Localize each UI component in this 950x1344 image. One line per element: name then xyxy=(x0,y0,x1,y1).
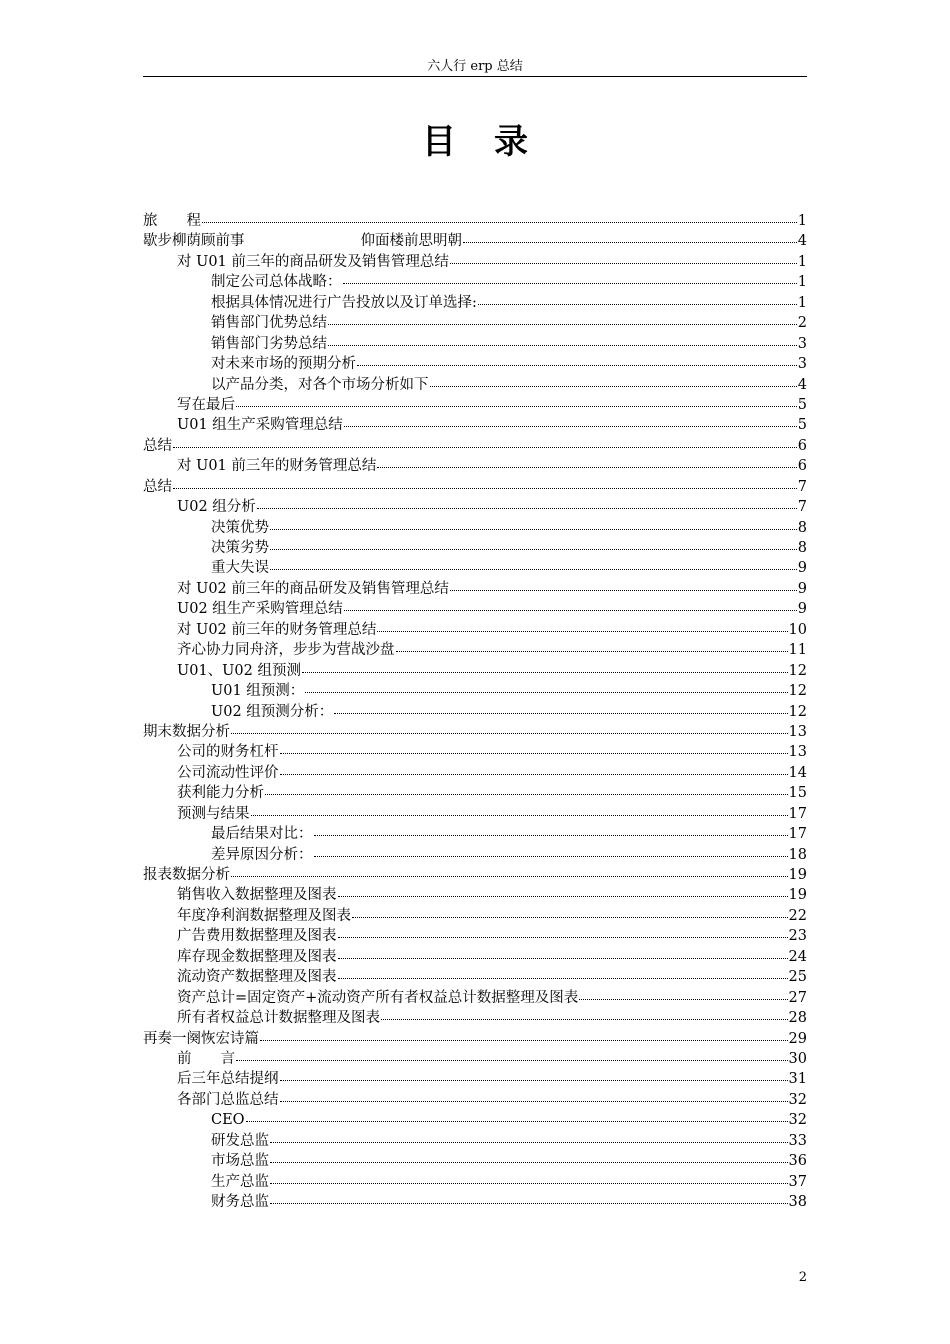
toc-entry-page: 17 xyxy=(788,826,807,843)
toc-dot-leader xyxy=(352,917,788,918)
toc-entry-page: 13 xyxy=(788,744,807,761)
toc-dot-leader xyxy=(463,242,797,243)
toc-entry-label: CEO xyxy=(211,1112,245,1129)
toc-dot-leader xyxy=(280,753,788,754)
toc-entry-label: 对 U02 前三年的商品研发及销售管理总结 xyxy=(177,580,449,597)
toc-entry-page: 9 xyxy=(797,580,807,597)
toc-dot-leader xyxy=(338,896,788,897)
toc-entry-label: 销售收入数据整理及图表 xyxy=(177,887,337,904)
toc-dot-leader xyxy=(280,1101,788,1102)
toc-entry-label: 对未来市场的预期分析 xyxy=(211,356,356,373)
toc-entry[interactable] xyxy=(143,1151,807,1171)
toc-entry-page: 7 xyxy=(797,478,807,495)
toc-entry-label: 写在最后 xyxy=(177,396,235,413)
toc-dot-leader xyxy=(231,876,788,877)
toc-entry-page: 10 xyxy=(788,621,807,638)
toc-entry-page: 12 xyxy=(788,703,807,720)
toc-entry-label: 公司流动性评价 xyxy=(177,764,279,781)
toc-entry-label: U01 组生产采购管理总结 xyxy=(177,417,343,434)
toc-entry[interactable] xyxy=(143,334,807,354)
toc-entry-label: U02 组生产采购管理总结 xyxy=(177,601,343,618)
toc-entry-page: 24 xyxy=(788,948,807,965)
toc-entry-page: 32 xyxy=(788,1091,807,1108)
toc-entry[interactable] xyxy=(143,272,807,292)
toc-entry-label: 对 U02 前三年的财务管理总结 xyxy=(177,621,377,638)
toc-entry-page: 22 xyxy=(788,907,807,924)
toc-dot-leader xyxy=(280,1080,788,1081)
toc-entry-label: U02 组分析 xyxy=(177,499,256,516)
toc-entry[interactable] xyxy=(143,865,807,885)
toc-entry[interactable] xyxy=(143,783,807,803)
toc-entry-page: 9 xyxy=(797,560,807,577)
toc-entry-label: 总结 xyxy=(143,437,172,454)
toc-entry-label: 制定公司总体战略： xyxy=(211,274,342,291)
toc-entry-page: 6 xyxy=(797,458,807,475)
toc-entry[interactable] xyxy=(143,1172,807,1192)
toc-entry-page: 17 xyxy=(788,805,807,822)
toc-entry-page: 37 xyxy=(788,1173,807,1190)
toc-entry-page: 36 xyxy=(788,1153,807,1170)
toc-entry[interactable] xyxy=(143,1069,807,1089)
toc-dot-leader xyxy=(344,610,797,611)
toc-entry-label: 公司的财务杠杆 xyxy=(177,744,279,761)
toc-entry-page: 30 xyxy=(788,1050,807,1067)
toc-entry[interactable] xyxy=(143,742,807,762)
toc-entry-page: 33 xyxy=(788,1132,807,1149)
toc-dot-leader xyxy=(450,590,797,591)
toc-entry[interactable] xyxy=(143,967,807,987)
toc-entry-label: 期末数据分析 xyxy=(143,723,230,740)
toc-entry-label: 销售部门劣势总结 xyxy=(211,335,327,352)
toc-dot-leader xyxy=(377,631,787,632)
toc-entry[interactable] xyxy=(143,1049,807,1069)
toc-entry-page: 4 xyxy=(797,376,807,393)
toc-entry-page: 12 xyxy=(788,683,807,700)
toc-entry-page: 25 xyxy=(788,969,807,986)
toc-entry-label: U01 组预测： xyxy=(211,683,305,700)
toc-entry-label: 前 言 xyxy=(177,1050,235,1067)
toc-entry-label: 旅 程 xyxy=(143,213,201,229)
toc-entry[interactable] xyxy=(143,722,807,742)
toc-dot-leader xyxy=(260,1040,788,1041)
toc-entry[interactable] xyxy=(143,375,807,395)
toc-entry[interactable] xyxy=(143,599,807,619)
toc-entry[interactable] xyxy=(143,477,807,497)
toc-dot-leader xyxy=(270,1142,788,1143)
toc-entry[interactable] xyxy=(143,252,807,272)
toc-entry-label: 流动资产数据整理及图表 xyxy=(177,969,337,986)
toc-dot-leader xyxy=(377,467,796,468)
toc-entry[interactable] xyxy=(143,231,807,251)
toc-dot-leader xyxy=(338,937,788,938)
toc-entry-page: 1 xyxy=(797,253,807,270)
toc-entry[interactable] xyxy=(143,681,807,701)
toc-entry[interactable] xyxy=(143,1090,807,1110)
toc-dot-leader xyxy=(328,324,797,325)
toc-dot-leader xyxy=(270,529,797,530)
toc-entry-page: 38 xyxy=(788,1194,807,1210)
toc-dot-leader xyxy=(270,1183,788,1184)
page-header: 六人行 erp 总结 xyxy=(427,59,523,74)
toc-entry[interactable] xyxy=(143,763,807,783)
toc-dot-leader xyxy=(270,1162,788,1163)
toc-entry-label: 各部门总监总结 xyxy=(177,1091,279,1108)
toc-entry-page: 15 xyxy=(788,785,807,802)
toc-entry-label: 决策优势 xyxy=(211,519,269,536)
toc-entry-label: 资产总计=固定资产+流动资产所有者权益总计数据整理及图表 xyxy=(177,989,579,1006)
header-rule xyxy=(143,76,807,77)
toc-dot-leader xyxy=(343,283,797,284)
toc-entry-label: 齐心协力同舟济，步步为营战沙盘 xyxy=(177,642,395,659)
toc-entry-label: 库存现金数据整理及图表 xyxy=(177,948,337,965)
toc-entry[interactable] xyxy=(143,1131,807,1151)
toc-entry-page: 23 xyxy=(788,928,807,945)
toc-entry[interactable] xyxy=(143,1029,807,1049)
toc-entry-label: 最后结果对比： xyxy=(211,826,313,843)
toc-entry-page: 31 xyxy=(788,1071,807,1088)
toc-entry-page: 14 xyxy=(788,764,807,781)
toc-entry[interactable] xyxy=(143,1110,807,1130)
table-of-contents xyxy=(143,211,807,1212)
toc-entry[interactable] xyxy=(143,640,807,660)
toc-dot-leader xyxy=(314,835,788,836)
toc-entry-page: 3 xyxy=(797,335,807,352)
toc-entry-label: 财务总监 xyxy=(211,1194,269,1210)
toc-entry-page: 2 xyxy=(797,315,807,332)
toc-dot-leader xyxy=(314,856,788,857)
toc-entry-page: 5 xyxy=(797,396,807,413)
toc-entry-page: 5 xyxy=(797,417,807,434)
toc-entry-label: 广告费用数据整理及图表 xyxy=(177,928,337,945)
toc-dot-leader xyxy=(202,222,797,223)
toc-dot-leader xyxy=(251,815,788,816)
page-number: 2 xyxy=(798,1270,807,1285)
toc-entry[interactable] xyxy=(143,661,807,681)
toc-entry-page: 7 xyxy=(797,499,807,516)
toc-entry-label: U02 组预测分析： xyxy=(211,703,334,720)
toc-dot-leader xyxy=(173,447,797,448)
toc-entry-page: 12 xyxy=(788,662,807,679)
toc-entry-page: 28 xyxy=(788,1010,807,1027)
toc-dot-leader xyxy=(302,672,788,673)
toc-entry-page: 8 xyxy=(797,540,807,556)
toc-dot-leader xyxy=(334,713,787,714)
toc-entry[interactable] xyxy=(143,518,807,538)
toc-entry[interactable] xyxy=(143,579,807,599)
toc-dot-leader xyxy=(280,774,788,775)
toc-entry-label: 预测与结果 xyxy=(177,805,250,822)
page-title: 目录 xyxy=(422,122,566,162)
toc-dot-leader xyxy=(265,794,788,795)
toc-entry-page: 27 xyxy=(788,989,807,1006)
toc-entry[interactable] xyxy=(143,988,807,1008)
toc-entry[interactable] xyxy=(143,211,807,231)
toc-entry[interactable] xyxy=(143,538,807,558)
toc-entry[interactable] xyxy=(143,947,807,967)
toc-entry[interactable] xyxy=(143,702,807,722)
toc-entry[interactable] xyxy=(143,885,807,905)
toc-entry-page: 6 xyxy=(797,437,807,454)
toc-dot-leader xyxy=(236,406,797,407)
toc-entry-label: 获利能力分析 xyxy=(177,785,264,802)
toc-entry-label: 后三年总结提纲 xyxy=(177,1071,279,1088)
toc-entry-label: 以产品分类，对各个市场分析如下 xyxy=(211,376,429,393)
toc-entry-label: 歇步柳荫顾前事 仰面楼前思明朝 xyxy=(143,233,462,250)
toc-dot-leader xyxy=(173,488,797,489)
toc-entry-page: 13 xyxy=(788,723,807,740)
toc-entry[interactable] xyxy=(143,415,807,435)
toc-dot-leader xyxy=(430,386,797,387)
toc-entry-page: 29 xyxy=(788,1030,807,1047)
toc-dot-leader xyxy=(270,549,797,550)
toc-entry-page: 1 xyxy=(797,274,807,291)
toc-entry-page: 3 xyxy=(797,356,807,373)
toc-entry-label: 年度净利润数据整理及图表 xyxy=(177,907,351,924)
toc-dot-leader xyxy=(236,1060,788,1061)
toc-entry-page: 9 xyxy=(797,601,807,618)
toc-entry-page: 4 xyxy=(797,233,807,250)
toc-dot-leader xyxy=(231,733,788,734)
toc-entry[interactable] xyxy=(143,456,807,476)
toc-entry-label: 对 U01 前三年的商品研发及销售管理总结 xyxy=(177,253,449,270)
toc-entry-label: 所有者权益总计数据整理及图表 xyxy=(177,1010,380,1027)
toc-entry[interactable] xyxy=(143,436,807,456)
toc-entry-page: 1 xyxy=(797,294,807,311)
toc-entry[interactable] xyxy=(143,1008,807,1028)
toc-entry[interactable] xyxy=(143,497,807,517)
toc-dot-leader xyxy=(396,651,788,652)
toc-entry-label: 对 U01 前三年的财务管理总结 xyxy=(177,458,377,475)
toc-entry-label: 重大失误 xyxy=(211,560,269,577)
toc-entry[interactable] xyxy=(143,313,807,333)
toc-entry-label: 报表数据分析 xyxy=(143,867,230,883)
toc-dot-leader xyxy=(338,958,788,959)
toc-entry[interactable] xyxy=(143,906,807,926)
toc-dot-leader xyxy=(328,345,797,346)
toc-entry-page: 19 xyxy=(788,887,807,904)
toc-entry[interactable] xyxy=(143,354,807,374)
toc-entry-page: 19 xyxy=(788,867,807,883)
toc-dot-leader xyxy=(381,1019,788,1020)
toc-entry[interactable] xyxy=(143,1192,807,1212)
toc-entry[interactable] xyxy=(143,558,807,578)
toc-entry-label: 销售部门优势总结 xyxy=(211,315,327,332)
toc-dot-leader xyxy=(338,978,788,979)
toc-entry[interactable] xyxy=(143,824,807,844)
toc-entry[interactable] xyxy=(143,804,807,824)
toc-entry-label: 差异原因分析： xyxy=(211,846,313,863)
toc-entry[interactable] xyxy=(143,293,807,313)
toc-dot-leader xyxy=(344,426,797,427)
toc-entry-page: 1 xyxy=(797,213,807,229)
toc-entry-label: 决策劣势 xyxy=(211,540,269,556)
toc-entry[interactable] xyxy=(143,845,807,865)
toc-entry-label: U01、U02 组预测 xyxy=(177,662,301,679)
toc-dot-leader xyxy=(450,263,797,264)
toc-entry-page: 11 xyxy=(788,642,807,659)
toc-dot-leader xyxy=(270,569,797,570)
toc-dot-leader xyxy=(357,365,797,366)
toc-entry-label: 总结 xyxy=(143,478,172,495)
toc-entry-label: 根据具体情况进行广告投放以及订单选择: xyxy=(211,294,477,311)
toc-dot-leader xyxy=(579,999,787,1000)
toc-dot-leader xyxy=(270,1203,788,1204)
toc-entry-label: 生产总监 xyxy=(211,1173,269,1190)
toc-entry-page: 8 xyxy=(797,519,807,536)
toc-entry-label: 市场总监 xyxy=(211,1153,269,1170)
toc-entry-label: 研发总监 xyxy=(211,1132,269,1149)
toc-dot-leader xyxy=(305,692,787,693)
toc-entry[interactable] xyxy=(143,395,807,415)
toc-dot-leader xyxy=(246,1121,788,1122)
toc-dot-leader xyxy=(478,304,797,305)
toc-entry-page: 18 xyxy=(788,846,807,863)
toc-dot-leader xyxy=(257,508,797,509)
toc-entry[interactable] xyxy=(143,926,807,946)
toc-entry-page: 32 xyxy=(788,1112,807,1129)
toc-entry-label: 再奏一阕恢宏诗篇 xyxy=(143,1030,259,1047)
toc-entry[interactable] xyxy=(143,620,807,640)
